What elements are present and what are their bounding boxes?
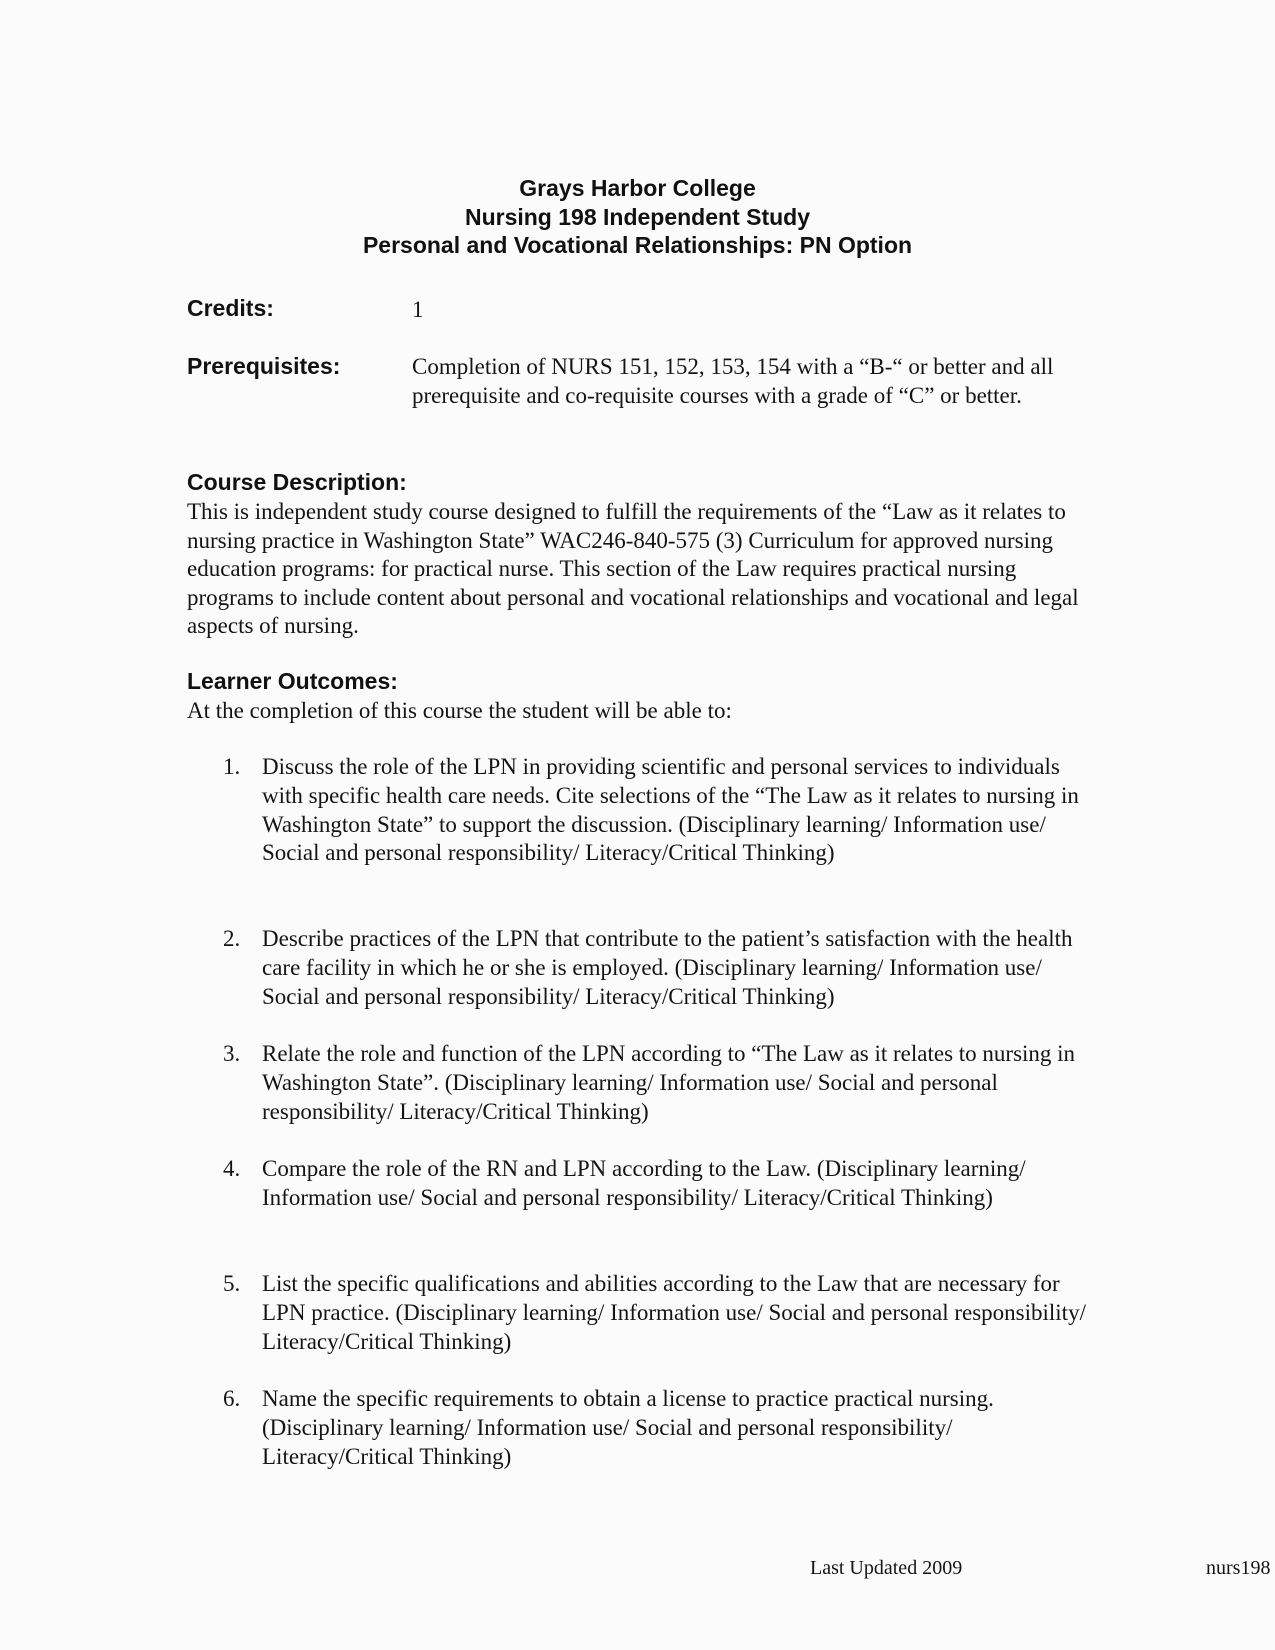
document-code: nurs198 [1206, 1557, 1271, 1579]
learner-outcomes-intro: At the completion of this course the student will be able to: [187, 698, 732, 723]
list-item-text: Compare the role of the RN and LPN according to the Law. (Disciplinary learning/ Information use/ Social and personal responsibility/ Literacy/Critical Thinking) [262, 1156, 1026, 1210]
list-item-text: List the specific qualifications and abilities according to the Law that are necessary for LPN practice. (Disciplinary learning/ Information use/ Social and personal responsibility/ Literacy/Critical Thinking) [262, 1271, 1086, 1354]
list-item-number: 6. [223, 1386, 241, 1411]
prerequisites-label: Prerequisites: [187, 353, 341, 379]
course-description-text: This is independent study course designed to fulfill the requirements of the “Law as it relates to nursing practice in Washington State” WAC246-840-575 (3) Curriculum for approved nursing education programs: for practical nurse. This section of the Law requires practical nursing programs to include content about personal and vocational relationships and vocational and legal aspects of nursing. [187, 499, 1079, 639]
last-updated-note: Last Updated 2009 [810, 1557, 963, 1579]
list-item-number: 1. [223, 754, 241, 779]
college-name: Grays Harbor College [519, 175, 756, 201]
document-title-block [0, 174, 1275, 260]
course-description-heading: Course Description: [187, 469, 407, 495]
list-item-text: Describe practices of the LPN that contribute to the patient’s satisfaction with the health care facility in which he or she is employed. (Disciplinary learning/ Information use/ Social and personal responsibility/ Literacy/Critical Thinking) [262, 926, 1073, 1009]
learner-outcomes-heading: Learner Outcomes: [187, 668, 398, 694]
prerequisites-value: Completion of NURS 151, 152, 153, 154 with a “B-“ or better and all prerequisite and co-requisite courses with a grade of “C” or better. [412, 354, 1054, 408]
credits-value: 1 [412, 297, 424, 322]
course-subtitle: Personal and Vocational Relationships: PN Option [362, 232, 913, 258]
list-item-number: 5. [223, 1271, 241, 1296]
list-item-number: 2. [223, 926, 241, 951]
credits-label: Credits: [187, 295, 274, 321]
list-item-text: Relate the role and function of the LPN according to “The Law as it relates to nursing in Washington State”. (Disciplinary learning/ Information use/ Social and personal responsibility/ Literacy/Critical Thinking) [262, 1041, 1076, 1124]
list-item-number: 4. [223, 1156, 241, 1181]
list-item-number: 3. [223, 1041, 241, 1066]
course-name: Nursing 198 Independent Study [464, 203, 811, 230]
list-item-text: Name the specific requirements to obtain a license to practice practical nursing. (Disciplinary learning/ Information use/ Social and personal responsibility/ Literacy/Critical Thinking) [262, 1386, 994, 1469]
list-item-text: Discuss the role of the LPN in providing scientific and personal services to individuals with specific health care needs. Cite selections of the “The Law as it relates to nursing in Washington State” to support the discussion. (Disciplinary learning/ Information use/ Social and personal responsibility/ Literacy/Critical Thinking) [262, 754, 1079, 866]
